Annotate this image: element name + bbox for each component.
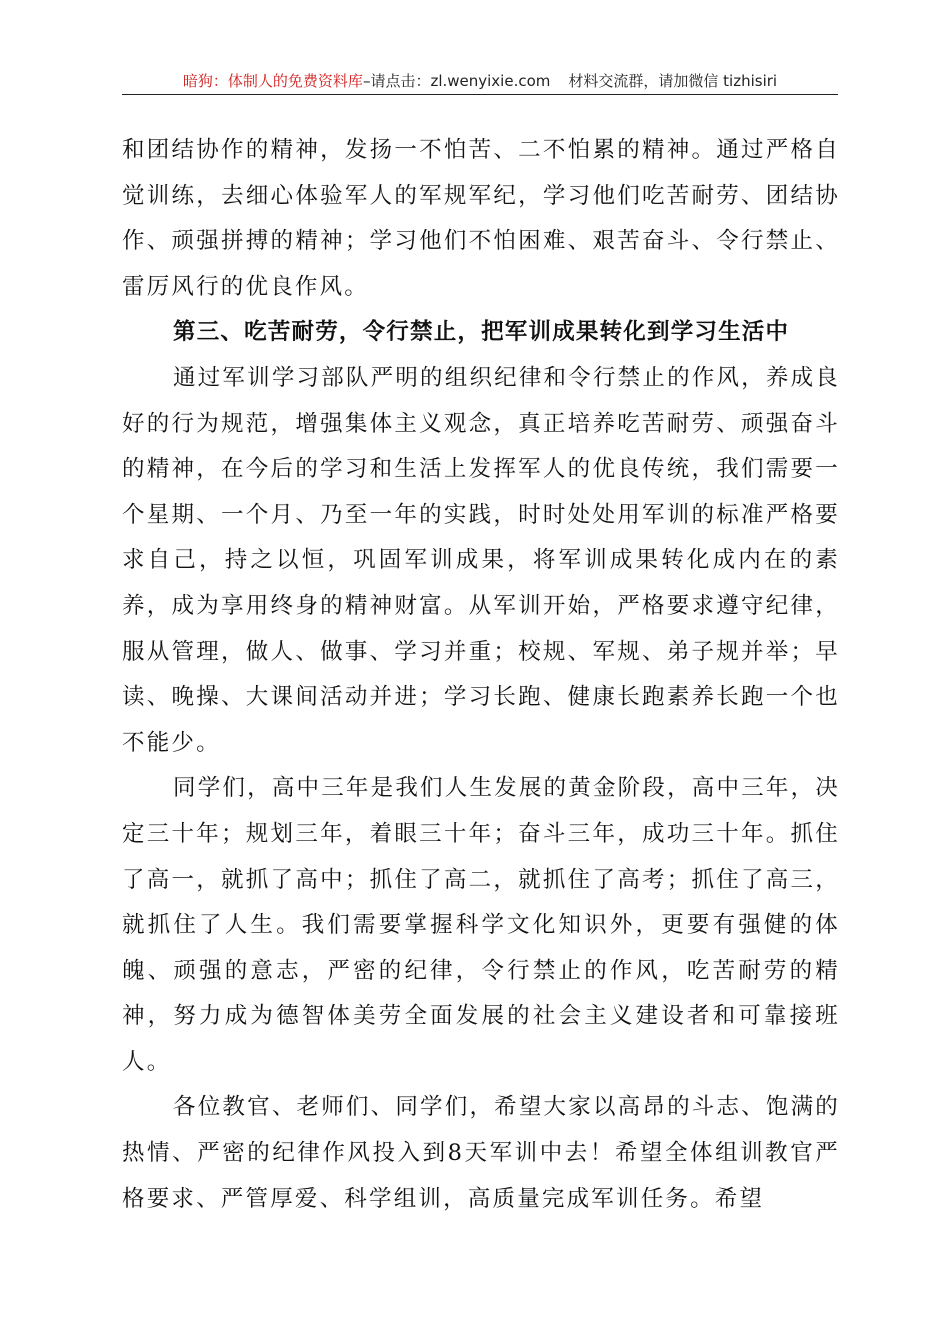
section-heading-three: 第三、吃苦耐劳，令行禁止，把军训成果转化到学习生活中 xyxy=(173,319,790,346)
paragraph-closing-wishes: 各位教官、老师们、同学们，希望大家以高昂的斗志、饱满的热情、严密的纪律作风投入到8天军训中去！希望全体组训教官严格要求、严管厚爱、科学组训，高质量完成军训任务。希望 xyxy=(122,1094,840,1212)
header-url-link[interactable]: zl.wenyixie.com xyxy=(430,72,551,90)
header-contact: 材料交流群，请加微信 tizhisiri xyxy=(568,72,778,90)
header-brand: 暗狗：体制人的免费资料库 xyxy=(182,72,363,90)
paragraph-military-training: 通过军训学习部队严明的组织纪律和令行禁止的作风，养成良好的行为规范，增强集体主义观念，真正培养吃苦耐劳、顽强奋斗的精神，在今后的学习和生活上发挥军人的优良传统，我们需要一个星期、一个月、乃至一年的实践，时时处处用军训的标准严格要求自己，持之以恒，巩固军训成果，将军训成果转化成内在的素养，成为享用终身的精神财富。从军训开始，严格要求遵守纪律，服从管理，做人、做事、学习并重；校规、军规、弟子规并举；早读、晚操、大课间活动并进；学习长跑、健康长跑素养长跑一个也不能少。 xyxy=(122,364,840,756)
document-body xyxy=(122,128,840,1222)
header-click-prompt: –请点击： xyxy=(362,72,431,90)
page-header xyxy=(122,68,838,95)
paragraph-high-school: 同学们，高中三年是我们人生发展的黄金阶段，高中三年，决定三十年；规划三年，着眼三十年；奋斗三年，成功三十年。抓住了高一，就抓了高中；抓住了高二，就抓住了高考；抓住了高三，就抓住了人生。我们需要掌握科学文化知识外，更要有强健的体魄、顽强的意志，严密的纪律，令行禁止的作风，吃苦耐劳的精神，努力成为德智体美劳全面发展的社会主义建设者和可靠接班人。 xyxy=(122,775,840,1075)
paragraph-continuation: 和团结协作的精神，发扬一不怕苦、二不怕累的精神。通过严格自觉训练，去细心体验军人的军规军纪，学习他们吃苦耐劳、团结协作、顽强拼搏的精神；学习他们不怕困难、艰苦奋斗、令行禁止、雷厉风行的优良作风。 xyxy=(122,137,840,300)
